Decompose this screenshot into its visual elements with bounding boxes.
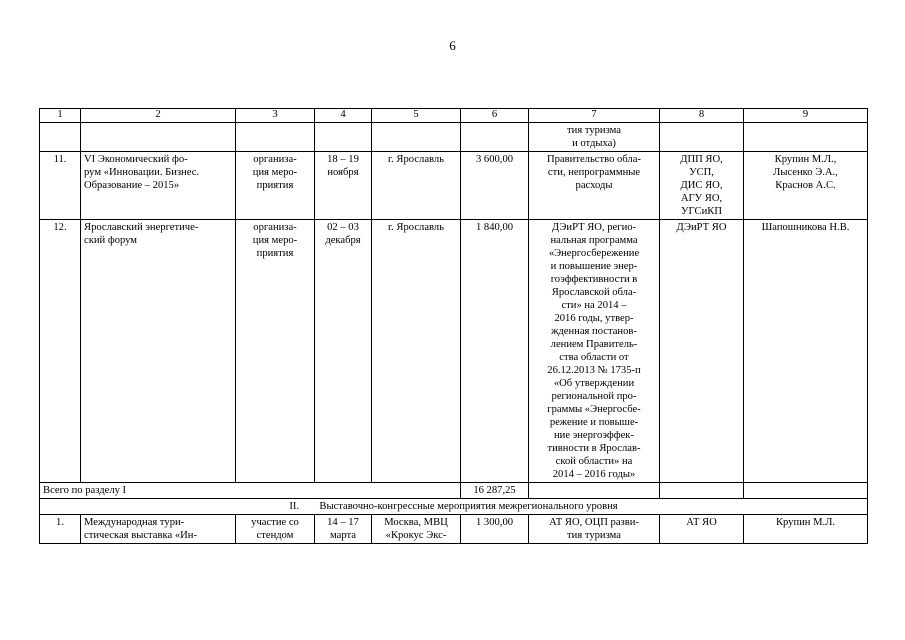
organizer: ДЭиРТ ЯО	[660, 220, 744, 483]
responsible: Шапошникова Н.В.	[744, 220, 868, 483]
event-date: 02 – 03 декабря	[315, 220, 372, 483]
event-amount: 1 300,00	[461, 515, 529, 544]
participation-form: участие со стендом	[236, 515, 315, 544]
event-place: г. Ярославль	[372, 152, 461, 220]
column-number-row	[40, 109, 868, 123]
column-number: 5	[372, 109, 461, 123]
funding-source: Правительство обла- сти, непрограммные расходы	[529, 152, 660, 220]
column-number: 6	[461, 109, 529, 123]
funding-source-cell: тия туризма и отдыха)	[529, 123, 660, 152]
participation-form: организа- ция меро- приятия	[236, 152, 315, 220]
event-place: г. Ярославль	[372, 220, 461, 483]
section-title: Выставочно-конгрессные мероприятия межрегионального уровня	[319, 501, 618, 512]
events-table	[39, 108, 868, 544]
section-number: II.	[289, 501, 300, 512]
total-label: Всего по разделу I	[40, 483, 461, 499]
column-number: 2	[81, 109, 236, 123]
event-place: Москва, МВЦ «Крокус Экс-	[372, 515, 461, 544]
continuation-row	[40, 123, 868, 152]
total-row	[40, 483, 868, 499]
organizer: АТ ЯО	[660, 515, 744, 544]
responsible: Крупин М.Л., Лысенко Э.А., Краснов А.С.	[744, 152, 868, 220]
table-row	[40, 515, 868, 544]
column-number: 9	[744, 109, 868, 123]
event-date: 18 – 19 ноября	[315, 152, 372, 220]
event-amount: 1 840,00	[461, 220, 529, 483]
table-row	[40, 220, 868, 483]
row-number: 12.	[40, 220, 81, 483]
event-name: VI Экономический фо- рум «Инновации. Бизнес. Образование – 2015»	[81, 152, 236, 220]
funding-source: АТ ЯО, ОЦП разви- тия туризма	[529, 515, 660, 544]
total-amount: 16 287,25	[461, 483, 529, 499]
section-header	[40, 499, 868, 515]
page-number: 6	[449, 38, 456, 53]
column-number: 7	[529, 109, 660, 123]
column-number: 3	[236, 109, 315, 123]
column-number: 8	[660, 109, 744, 123]
column-number: 1	[40, 109, 81, 123]
column-number: 4	[315, 109, 372, 123]
event-date: 14 – 17 марта	[315, 515, 372, 544]
event-name: Ярославский энергетиче- ский форум	[81, 220, 236, 483]
row-number: 11.	[40, 152, 81, 220]
responsible: Крупин М.Л.	[744, 515, 868, 544]
table-row	[40, 152, 868, 220]
event-name: Международная тури- стическая выставка «Ин-	[81, 515, 236, 544]
funding-source: ДЭиРТ ЯО, регио- нальная программа «Энергосбережение и повышение энер- гоэффективности в Ярославской обла- сти» на 2014 – 2016 годы, утвер- жденная постанов- лением Правитель- ства области от 26.12.2013 № 1735-п «Об утверждении региональной про- граммы «Энергосбе- режение и повыше- ние энергоэффек- тивности в Ярослав- ской области» на 2014 – 2016 годы»	[529, 220, 660, 483]
row-number: 1.	[40, 515, 81, 544]
participation-form: организа- ция меро- приятия	[236, 220, 315, 483]
event-amount: 3 600,00	[461, 152, 529, 220]
organizer: ДПП ЯО, УСП, ДИС ЯО, АГУ ЯО, УГСиКП	[660, 152, 744, 220]
section-header-row	[40, 499, 868, 515]
